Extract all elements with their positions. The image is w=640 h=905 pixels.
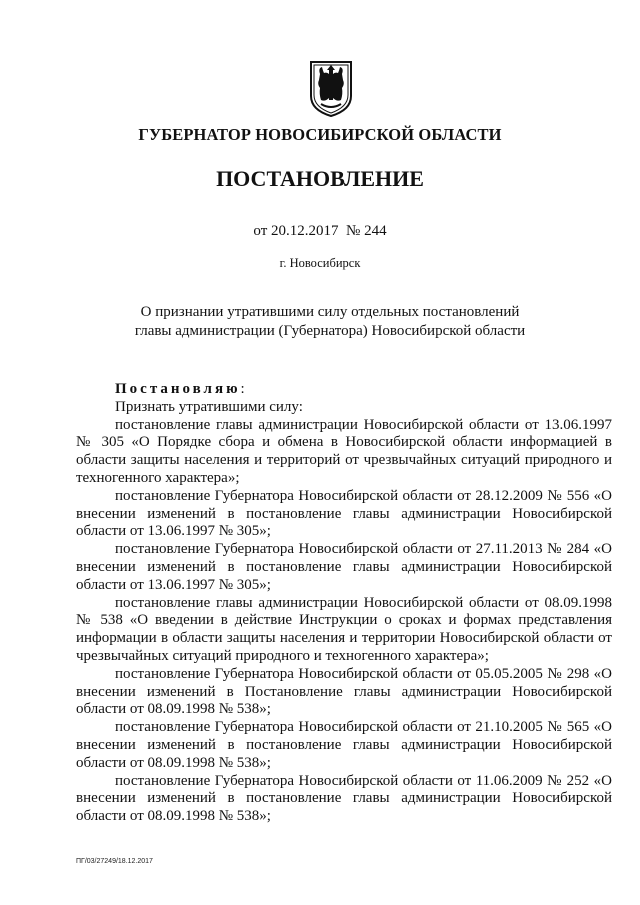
- document-subject: [110, 303, 550, 341]
- coat-of-arms-icon: [307, 58, 355, 118]
- document-body: [76, 381, 612, 826]
- intro-paragraph: Признать утратившими силу:: [115, 398, 303, 415]
- list-item: постановление главы администрации Новосибирской области от 08.09.1998 № 538 «О введении в действие Инструкции о сроках и формах представления информации в области защиты населения и территории Новосибирской области от чрезвычайных ситуаций природного и техногенного характера»;: [76, 594, 612, 664]
- subject-line-2: главы администрации (Губернатора) Новосибирской области: [134, 323, 526, 339]
- city-line: г. Новосибирск: [279, 256, 361, 270]
- list-item: постановление Губернатора Новосибирской области от 27.11.2013 № 284 «О внесении изменений в постановление главы администрации Новосибирской области от 13.06.1997 № 305»;: [76, 541, 612, 593]
- decree-word: Постановляю: [115, 381, 241, 397]
- issuing-authority: ГУБЕРНАТОР НОВОСИБИРСКОЙ ОБЛАСТИ: [138, 125, 502, 144]
- list-item: постановление Губернатора Новосибирской области от 21.10.2005 № 565 «О внесении изменений в постановление главы администрации Новосибирской области от 08.09.1998 № 538»;: [76, 719, 612, 771]
- list-item: постановление главы администрации Новосибирской области от 13.06.1997 № 305 «О Порядке сбора и обмена в Новосибирской области информацией в области защиты населения и территорий от чрезвычайных ситуаций природного и техногенного характера»;: [76, 416, 612, 486]
- list-item: постановление Губернатора Новосибирской области от 28.12.2009 № 556 «О внесении изменений в постановление главы администрации Новосибирской области от 13.06.1997 № 305»;: [76, 487, 612, 540]
- decree-paragraph: [76, 381, 612, 399]
- decree-colon: :: [240, 381, 245, 397]
- date-number-line: от 20.12.2017 № 244: [253, 223, 387, 239]
- footer-code: ПГ/03/27249/18.12.2017: [76, 858, 153, 865]
- subject-line-1: О признании утратившими силу отдельных постановлений: [140, 304, 520, 320]
- list-item: постановление Губернатора Новосибирской области от 05.05.2005 № 298 «О внесении изменений в Постановление главы администрации Новосибирской области от 08.09.1998 № 538»;: [76, 665, 612, 718]
- document-type-title: ПОСТАНОВЛЕНИЕ: [216, 166, 424, 191]
- list-item: постановление Губернатора Новосибирской области от 11.06.2009 № 252 «О внесении изменений в постановление главы администрации Новосибирской области от 08.09.1998 № 538»;: [76, 772, 612, 825]
